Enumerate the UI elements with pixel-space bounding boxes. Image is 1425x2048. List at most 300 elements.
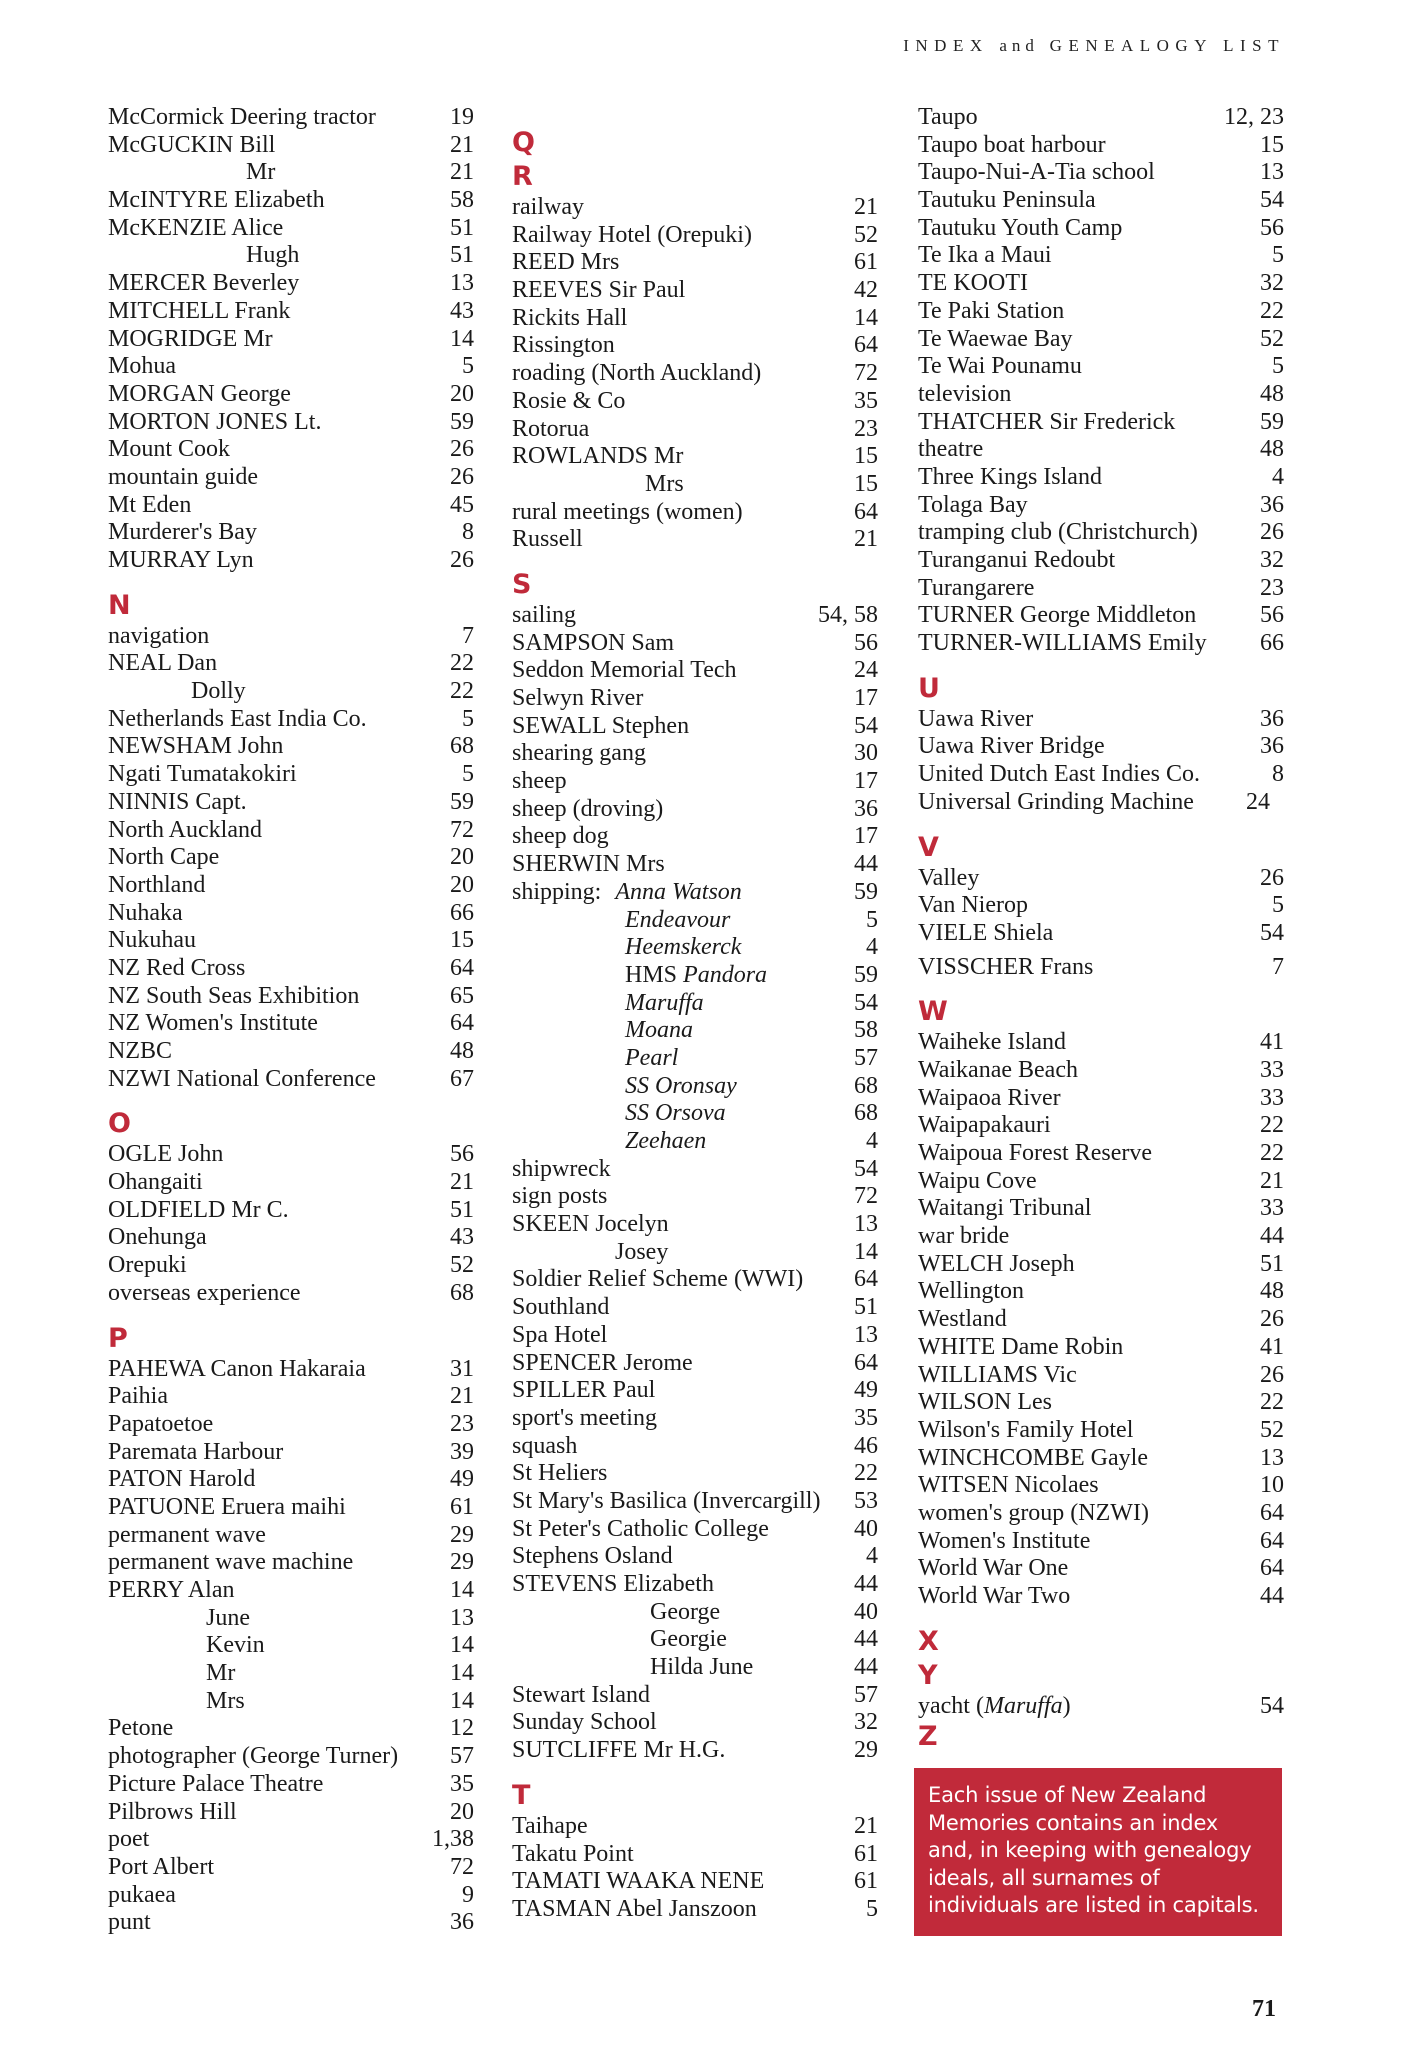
entry-page-ref: 26 <box>450 547 474 573</box>
index-entry <box>512 1682 878 1710</box>
index-entry <box>512 1183 878 1211</box>
entry-page-ref: 36 <box>1260 733 1284 760</box>
index-entry <box>512 962 878 990</box>
entry-page-ref: 7 <box>462 622 474 649</box>
entry-term <box>512 305 848 333</box>
entry-text: United Dutch East Indies Co. <box>918 761 1200 788</box>
entry-text: Mount Cook <box>108 436 231 463</box>
entry-term <box>918 1140 1254 1168</box>
entry-text: Georgie <box>650 1626 727 1653</box>
index-entry <box>512 1405 878 1433</box>
entry-text: railway <box>512 194 584 220</box>
index-entry <box>918 1251 1284 1279</box>
entry-text: NEAL Dan <box>108 650 218 677</box>
entry-term <box>918 1085 1254 1113</box>
entry-term <box>918 1057 1254 1085</box>
entry-text: overseas experience <box>108 1279 301 1306</box>
entry-text: TAMATI WAAKA NENE <box>512 1868 765 1895</box>
section-letter-y: Y <box>918 1659 938 1691</box>
entry-page-ref: 5 <box>462 705 474 732</box>
entry-term <box>918 326 1254 354</box>
entry-page-ref: 72 <box>854 360 878 387</box>
entry-text: SPENCER Jerome <box>512 1349 693 1376</box>
entry-text: Waipaoa River <box>918 1084 1061 1111</box>
index-entry <box>108 650 474 678</box>
entry-page-ref: 59 <box>854 878 878 905</box>
index-entry <box>918 1057 1284 1085</box>
entry-text: Uawa River Bridge <box>918 733 1105 760</box>
entry-page-ref: 30 <box>854 740 878 767</box>
entry-term <box>918 187 1254 215</box>
entry-term <box>918 436 1254 464</box>
entry-page-ref: 66 <box>450 899 474 926</box>
entry-page-ref: 61 <box>854 1868 878 1895</box>
entry-page-ref: 36 <box>1260 705 1284 732</box>
index-entry <box>108 1439 474 1467</box>
entry-page-ref: 40 <box>854 1598 878 1625</box>
entry-text: MERCER Beverley <box>108 270 300 297</box>
entry-text: Rotorua <box>512 415 590 442</box>
index-entry <box>108 1882 474 1910</box>
entry-term <box>108 547 444 575</box>
entry-text: WITSEN Nicolaes <box>918 1472 1099 1499</box>
entry-text: Pilbrows Hill <box>108 1798 237 1825</box>
entry-page-ref: 58 <box>854 1017 878 1044</box>
entry-term <box>108 409 444 437</box>
entry-page-ref: 48 <box>1260 1278 1284 1305</box>
entry-text: Women's Institute <box>918 1527 1091 1554</box>
entry-page-ref: 14 <box>450 1632 474 1659</box>
entry-text: HMS <box>625 961 684 988</box>
index-entry <box>108 955 474 983</box>
entry-term <box>918 761 1254 789</box>
entry-term <box>918 1445 1254 1473</box>
entry-term <box>512 1294 848 1322</box>
index-entry <box>918 1085 1284 1113</box>
entry-term <box>512 1322 848 1350</box>
entry-term <box>108 1224 444 1252</box>
entry-page-ref: 20 <box>450 844 474 871</box>
entry-term <box>108 1197 444 1225</box>
entry-page-ref: 23 <box>854 415 878 442</box>
entry-text: sport's meeting <box>512 1404 657 1431</box>
vessel-name: Pandora <box>683 961 768 988</box>
entry-text: VIELE Shiela <box>918 919 1054 946</box>
entry-text: roading (North Auckland) <box>512 360 762 387</box>
index-entry <box>108 789 474 817</box>
entry-page-ref: 29 <box>450 1549 474 1576</box>
entry-term <box>918 1195 1254 1223</box>
entry-term <box>512 194 848 222</box>
entry-term <box>512 277 848 305</box>
entry-term <box>108 326 444 354</box>
entry-text: Paihia <box>108 1383 168 1410</box>
entry-text: World War Two <box>918 1583 1071 1609</box>
entry-term <box>918 1555 1254 1583</box>
entry-page-ref: 5 <box>462 761 474 788</box>
entry-text: NZBC <box>108 1038 173 1064</box>
entry-term <box>108 1577 444 1605</box>
index-entry <box>108 1197 474 1225</box>
index-column-3 <box>918 104 1284 1754</box>
entry-term <box>108 1715 444 1743</box>
entry-term <box>918 242 1254 270</box>
entry-text: Mrs <box>206 1687 245 1714</box>
entry-page-ref: 44 <box>1260 1223 1284 1250</box>
entry-text: Spa Hotel <box>512 1321 608 1348</box>
entry-page-ref: 49 <box>854 1377 878 1404</box>
index-column-1 <box>108 104 474 1937</box>
entry-term <box>108 761 444 789</box>
index-entry <box>108 1715 474 1743</box>
entry-term <box>108 464 444 492</box>
index-entry <box>918 789 1284 817</box>
entry-term <box>512 222 848 250</box>
index-entry <box>108 1771 474 1799</box>
entry-text: MORTON JONES Lt. <box>108 408 322 435</box>
entry-text: sign posts <box>512 1183 608 1210</box>
entry-page-ref: 45 <box>450 491 474 518</box>
entry-text: Wilson's Family Hotel <box>918 1416 1134 1443</box>
index-entry <box>108 1743 474 1771</box>
entry-term <box>512 1073 848 1101</box>
entry-text: Papatoetoe <box>108 1410 214 1437</box>
entry-text: women's group (NZWI) <box>918 1499 1149 1526</box>
entry-page-ref: 36 <box>854 795 878 822</box>
entry-term <box>108 298 444 326</box>
entry-page-ref: 52 <box>1260 325 1284 352</box>
index-entry <box>918 575 1284 603</box>
entry-page-ref: 41 <box>1260 1333 1284 1360</box>
index-entry <box>108 817 474 845</box>
index-entry <box>918 1140 1284 1168</box>
entry-text: Nuhaka <box>108 899 183 926</box>
entry-term <box>918 1693 1254 1721</box>
entry-text: MORGAN George <box>108 380 291 407</box>
index-entry <box>512 796 878 824</box>
index-entry <box>918 381 1284 409</box>
entry-term <box>918 104 1224 132</box>
entry-term <box>512 796 848 824</box>
entry-page-ref: 44 <box>854 851 878 878</box>
entry-page-ref: 32 <box>1260 547 1284 573</box>
entry-page-ref: 64 <box>450 1010 474 1037</box>
entry-page-ref: 20 <box>450 1798 474 1825</box>
entry-term <box>512 1211 848 1239</box>
entry-page-ref: 29 <box>450 1521 474 1548</box>
entry-text: SEWALL Stephen <box>512 712 690 739</box>
entry-page-ref: 21 <box>854 526 878 553</box>
entry-page-ref: 5 <box>866 906 878 933</box>
entry-text: Dolly <box>191 678 246 705</box>
index-entry <box>918 920 1284 948</box>
entry-text: WILLIAMS Vic <box>918 1361 1077 1388</box>
entry-text-suffix: ) <box>1062 1692 1071 1719</box>
entry-page-ref: 12, 23 <box>1224 104 1284 130</box>
index-entry <box>918 892 1284 920</box>
index-entry <box>108 464 474 492</box>
vessel-name: Zeehaen <box>625 1128 707 1154</box>
entry-term <box>108 1882 444 1910</box>
index-entry <box>108 381 474 409</box>
entry-term <box>512 360 848 388</box>
index-entry <box>108 187 474 215</box>
entry-text: Rosie & Co <box>512 387 626 414</box>
entry-term <box>108 733 444 761</box>
index-entry <box>512 1868 878 1896</box>
entry-page-ref: 10 <box>1260 1472 1284 1499</box>
entry-term <box>918 1223 1254 1251</box>
entry-page-ref: 36 <box>1260 491 1284 518</box>
entry-term <box>918 892 1254 920</box>
entry-page-ref: 5 <box>1272 353 1284 380</box>
entry-term <box>108 900 444 928</box>
entry-page-ref: 72 <box>854 1183 878 1210</box>
index-entry <box>512 1488 878 1516</box>
entry-term <box>918 1500 1254 1528</box>
entry-term <box>512 443 848 471</box>
entry-page-ref: 5 <box>866 1895 878 1922</box>
index-entry <box>108 1010 474 1038</box>
entry-page-ref: 65 <box>450 982 474 1009</box>
entry-text: MOGRIDGE Mr <box>108 325 273 352</box>
index-entry <box>108 623 474 651</box>
index-entry <box>512 1211 878 1239</box>
section-letter-x: X <box>918 1625 939 1657</box>
entry-term <box>108 927 444 955</box>
entry-term <box>108 1826 432 1854</box>
entry-text: Turangarere <box>918 574 1035 601</box>
entry-text: TE KOOTI <box>918 270 1028 297</box>
index-entry <box>512 1737 878 1765</box>
entry-page-ref: 8 <box>1272 761 1284 788</box>
entry-text: SAMPSON Sam <box>512 629 675 656</box>
index-entry <box>512 1100 878 1128</box>
entry-page-ref: 51 <box>854 1294 878 1321</box>
entry-term <box>512 907 848 935</box>
index-entry <box>512 1377 878 1405</box>
entry-term <box>512 1543 848 1571</box>
entry-page-ref: 64 <box>854 498 878 525</box>
entry-term <box>108 1799 444 1827</box>
entry-text: sheep (droving) <box>512 795 664 822</box>
entry-term <box>108 1252 444 1280</box>
entry-page-ref: 14 <box>450 325 474 352</box>
entry-page-ref: 67 <box>450 1065 474 1092</box>
entry-text: shipwreck <box>512 1155 611 1182</box>
index-entry <box>512 1543 878 1571</box>
entry-term <box>918 575 1254 603</box>
entry-text: WHITE Dame Robin <box>918 1333 1124 1360</box>
entry-page-ref: 56 <box>1260 602 1284 629</box>
entry-term <box>108 1439 444 1467</box>
entry-page-ref: 35 <box>854 387 878 414</box>
index-entry <box>918 270 1284 298</box>
entry-page-ref: 54 <box>1260 1692 1284 1719</box>
entry-text: Tautuku Youth Camp <box>918 214 1123 241</box>
entry-text: punt <box>108 1909 151 1936</box>
index-entry <box>108 353 474 381</box>
index-entry <box>108 733 474 761</box>
entry-text: McKENZIE Alice <box>108 214 284 241</box>
entry-page-ref: 72 <box>450 816 474 843</box>
entry-text: Petone <box>108 1715 174 1742</box>
entry-term <box>918 1112 1254 1140</box>
entry-page-ref: 57 <box>854 1681 878 1708</box>
entry-term <box>512 851 848 879</box>
index-entry <box>918 630 1284 658</box>
index-entry <box>512 443 878 471</box>
index-entry <box>108 844 474 872</box>
index-entry <box>512 499 878 527</box>
entry-page-ref: 61 <box>854 249 878 276</box>
entry-term <box>512 1737 848 1765</box>
index-entry <box>512 1813 878 1841</box>
entry-page-ref: 14 <box>854 1238 878 1265</box>
index-entry <box>108 492 474 520</box>
index-entry <box>918 1195 1284 1223</box>
entry-text: PATON Harold <box>108 1466 256 1493</box>
entry-text: Tolaga Bay <box>918 491 1028 518</box>
entry-term <box>512 1896 848 1924</box>
index-entry <box>108 326 474 354</box>
entry-text: poet <box>108 1826 150 1853</box>
index-entry <box>918 1583 1284 1611</box>
index-entry <box>918 132 1284 160</box>
entry-text: war bride <box>918 1223 1010 1250</box>
entry-text: WELCH Joseph <box>918 1250 1075 1277</box>
entry-term <box>512 1868 848 1896</box>
index-entry <box>108 900 474 928</box>
entry-term <box>108 353 444 381</box>
index-entry <box>108 1280 474 1308</box>
index-entry <box>512 713 878 741</box>
entry-term <box>108 1522 444 1550</box>
entry-text: McCormick Deering tractor <box>108 104 376 130</box>
entry-text: Valley <box>918 864 980 891</box>
entry-text: Orepuki <box>108 1252 187 1279</box>
index-entry <box>108 104 474 132</box>
entry-page-ref: 44 <box>1260 1583 1284 1609</box>
entry-term <box>512 1682 848 1710</box>
entry-page-ref: 56 <box>450 1141 474 1168</box>
entry-text: Westland <box>918 1306 1007 1333</box>
index-entry <box>512 630 878 658</box>
entry-page-ref: 35 <box>450 1770 474 1797</box>
entry-page-ref: 59 <box>450 788 474 815</box>
entry-term <box>108 1066 444 1094</box>
entry-term <box>512 332 848 360</box>
entry-page-ref: 48 <box>450 1038 474 1064</box>
entry-term <box>918 519 1254 547</box>
index-entry <box>512 879 878 907</box>
entry-page-ref: 51 <box>450 242 474 269</box>
entry-term <box>512 630 848 658</box>
entry-page-ref: 54 <box>854 1155 878 1182</box>
entry-page-ref: 72 <box>450 1853 474 1880</box>
entry-text: TASMAN Abel Janszoon <box>512 1895 757 1922</box>
entry-page-ref: 13 <box>1260 1444 1284 1471</box>
entry-page-ref: 44 <box>854 1626 878 1653</box>
index-entry <box>918 436 1284 464</box>
entry-term <box>108 1743 444 1771</box>
entry-text: television <box>918 380 1012 407</box>
index-entry <box>512 471 878 499</box>
index-entry <box>512 1460 878 1488</box>
entry-text: Josey <box>615 1238 669 1265</box>
entry-text: Te Wai Pounamu <box>918 353 1082 380</box>
entry-term <box>918 706 1254 734</box>
vessel-name: Maruffa <box>983 1692 1063 1719</box>
index-entry <box>512 1841 878 1869</box>
entry-text: Stewart Island <box>512 1681 650 1708</box>
entry-term <box>108 1466 444 1494</box>
entry-text: Mohua <box>108 353 176 380</box>
entry-text: sheep dog <box>512 823 609 850</box>
entry-term <box>108 1038 444 1066</box>
entry-text: REED Mrs <box>512 249 620 276</box>
vessel-name: Moana <box>625 1017 693 1044</box>
entry-page-ref: 4 <box>866 934 878 961</box>
entry-text: Netherlands East India Co. <box>108 705 367 732</box>
index-entry <box>512 1322 878 1350</box>
index-entry <box>918 706 1284 734</box>
entry-page-ref: 26 <box>1260 864 1284 891</box>
entry-page-ref: 19 <box>450 104 474 130</box>
entry-text: PERRY Alan <box>108 1577 235 1603</box>
entry-page-ref: 56 <box>1260 214 1284 241</box>
entry-text: St Peter's Catholic College <box>512 1515 769 1542</box>
section-letter-q: Q <box>512 127 535 158</box>
index-entry <box>918 865 1284 893</box>
entry-term <box>108 1411 444 1439</box>
entry-page-ref: 64 <box>854 1349 878 1376</box>
entry-text: SUTCLIFFE Mr H.G. <box>512 1737 726 1764</box>
entry-term <box>512 1571 848 1599</box>
index-entry <box>918 1334 1284 1362</box>
entry-term <box>512 499 848 527</box>
entry-text: Takatu Point <box>512 1840 634 1867</box>
note-line: ideals, all surnames of <box>928 1865 1160 1890</box>
entry-text: Mr <box>206 1660 236 1687</box>
index-entry <box>108 242 474 270</box>
entry-page-ref: 54 <box>854 712 878 739</box>
vessel-name: SS Oronsay <box>625 1072 737 1099</box>
index-entry <box>512 990 878 1018</box>
section-letter-s: S <box>512 568 532 600</box>
entry-term <box>108 650 444 678</box>
entry-page-ref: 13 <box>450 1604 474 1631</box>
entry-text: TURNER George Middleton <box>918 602 1197 629</box>
index-entry <box>918 1029 1284 1057</box>
entry-text: Waipapakauri <box>918 1112 1051 1139</box>
entry-text: PAHEWA Canon Hakaraia <box>108 1355 366 1382</box>
entry-page-ref: 52 <box>1260 1416 1284 1443</box>
index-entry <box>108 1466 474 1494</box>
entry-term <box>918 1334 1254 1362</box>
entry-term <box>918 464 1254 492</box>
entry-term <box>918 865 1254 893</box>
entry-text: Waiheke Island <box>918 1029 1067 1056</box>
entry-term <box>512 1841 848 1869</box>
entry-term <box>108 1549 444 1577</box>
entry-page-ref: 17 <box>854 823 878 850</box>
entry-text: Mrs <box>645 470 684 497</box>
entry-term <box>108 1605 444 1633</box>
section-letter-v: V <box>918 831 939 863</box>
entry-term <box>918 602 1254 630</box>
index-entry <box>512 1626 878 1654</box>
